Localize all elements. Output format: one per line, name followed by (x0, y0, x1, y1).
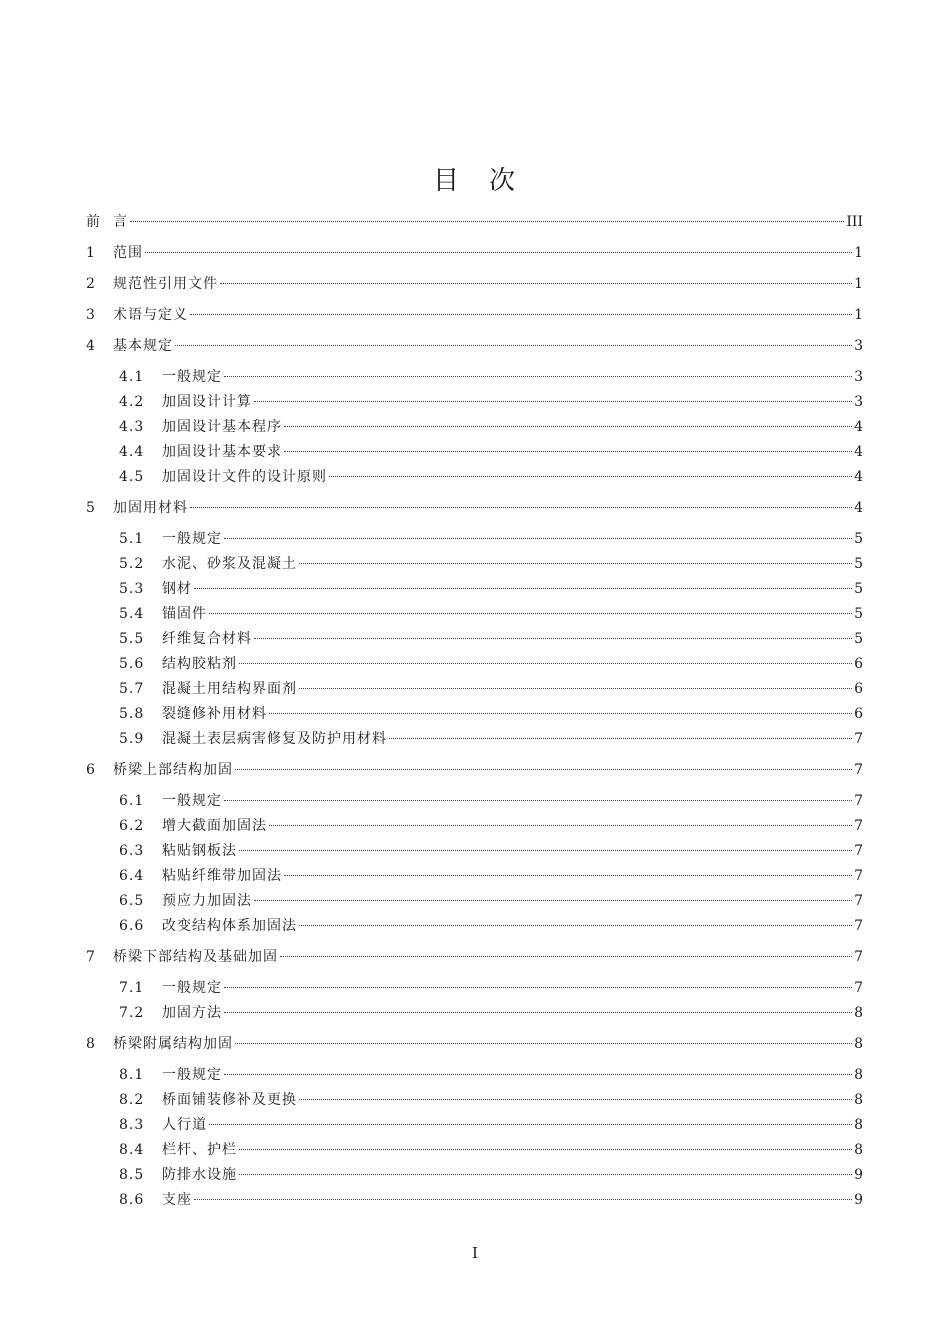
toc-entry-page: 4 (854, 500, 863, 516)
toc-entry-label: 栏杆、护栏 (162, 1142, 237, 1158)
dot-leader (389, 737, 852, 739)
toc-entry-page: 5 (854, 531, 863, 547)
toc-entry[interactable] (119, 890, 863, 912)
toc-entry-label: 一般规定 (162, 369, 222, 385)
dot-leader (329, 475, 852, 477)
dot-leader (175, 344, 852, 346)
toc-entry[interactable] (119, 1002, 863, 1024)
dot-leader (284, 425, 852, 427)
toc-entry-page: 3 (854, 369, 863, 385)
toc-entry-page: 8 (854, 1142, 863, 1158)
toc-entry[interactable] (119, 840, 863, 862)
toc-entry-number: 8.3 (119, 1117, 145, 1133)
toc-entry[interactable] (119, 441, 863, 463)
toc-entry-page: 5 (854, 581, 863, 597)
toc-entry-label: 粘贴纤维带加固法 (162, 868, 282, 884)
toc-entry[interactable] (119, 653, 863, 675)
dot-leader (194, 587, 852, 589)
toc-entry-number: 4.3 (119, 419, 145, 435)
toc-entry-number: 5 (86, 500, 96, 516)
dot-leader (224, 1011, 852, 1013)
toc-entry-label: 一般规定 (162, 793, 222, 809)
toc-entry[interactable] (86, 242, 863, 264)
toc-entry-page: 8 (854, 1036, 863, 1052)
toc-entry[interactable] (119, 466, 863, 488)
toc-entry[interactable] (119, 1189, 863, 1211)
dot-leader (269, 824, 852, 826)
toc-entry-label: 规范性引用文件 (113, 276, 218, 292)
toc-entry-page: 7 (854, 818, 863, 834)
toc-entry-number: 2 (86, 276, 96, 292)
toc-entry[interactable] (119, 728, 863, 750)
toc-entry-number: 5.8 (119, 706, 145, 722)
toc-entry-page: 8 (854, 1005, 863, 1021)
toc-entry-number: 5.6 (119, 656, 145, 672)
toc-entry-label: 加固用材料 (113, 500, 188, 516)
dot-leader (284, 874, 852, 876)
dot-leader (254, 899, 852, 901)
toc-entry-number: 5.2 (119, 556, 145, 572)
toc-entry[interactable] (119, 1139, 863, 1161)
dot-leader (299, 924, 852, 926)
dot-leader (299, 1098, 852, 1100)
toc-entry[interactable] (119, 1064, 863, 1086)
toc-entry-label: 基本规定 (113, 338, 173, 354)
toc-entry-number: 6.4 (119, 868, 145, 884)
page-number: I (472, 1244, 478, 1262)
dot-leader (239, 1148, 852, 1150)
toc-entry-page: 7 (854, 949, 863, 965)
dot-leader (284, 450, 852, 452)
toc-entry-label: 言 (113, 214, 128, 230)
toc-entry-page: III (846, 214, 863, 230)
toc-entry[interactable] (86, 273, 863, 295)
toc-entry[interactable] (119, 528, 863, 550)
toc-entry-page: 4 (854, 469, 863, 485)
toc-entry-number: 5.1 (119, 531, 145, 547)
dot-leader (190, 506, 852, 508)
toc-entry-number: 8.4 (119, 1142, 145, 1158)
toc-entry[interactable] (119, 915, 863, 937)
toc-entry-label: 人行道 (162, 1117, 207, 1133)
toc-entry[interactable] (86, 211, 863, 233)
toc-entry-number: 5.7 (119, 681, 145, 697)
toc-entry-label: 预应力加固法 (162, 893, 252, 909)
toc-entry-page: 1 (854, 276, 863, 292)
toc-entry-page: 4 (854, 419, 863, 435)
toc-entry[interactable] (119, 416, 863, 438)
toc-entry-label: 钢材 (162, 581, 192, 597)
toc-entry[interactable] (119, 628, 863, 650)
toc-entry-page: 9 (854, 1192, 863, 1208)
toc-title: 目 次 (432, 166, 517, 196)
toc-entry-number: 6.6 (119, 918, 145, 934)
dot-leader (299, 687, 852, 689)
toc-entry-label: 裂缝修补用材料 (162, 706, 267, 722)
toc-entry[interactable] (119, 1164, 863, 1186)
toc-entry-page: 5 (854, 631, 863, 647)
toc-entry-page: 4 (854, 444, 863, 460)
toc-entry-label: 加固设计基本要求 (162, 444, 282, 460)
toc-entry-page: 7 (854, 980, 863, 996)
toc-entry-page: 3 (854, 338, 863, 354)
toc-entry-label: 锚固件 (162, 606, 207, 622)
toc-entry-label: 加固设计计算 (162, 394, 252, 410)
toc-entry[interactable] (119, 678, 863, 700)
dot-leader (145, 251, 852, 253)
toc-entry-page: 1 (854, 245, 863, 261)
dot-leader (224, 1073, 852, 1075)
toc-entry-label: 桥梁附属结构加固 (113, 1036, 233, 1052)
toc-entry[interactable] (86, 946, 863, 968)
toc-entry[interactable] (119, 977, 863, 999)
toc-entry-page: 7 (854, 843, 863, 859)
dot-leader (235, 1042, 852, 1044)
toc-entry-label: 一般规定 (162, 980, 222, 996)
toc-entry[interactable] (86, 1033, 863, 1055)
toc-entry[interactable] (119, 366, 863, 388)
dot-leader (239, 849, 852, 851)
toc-entry-label: 加固设计文件的设计原则 (162, 469, 327, 485)
toc-entry[interactable] (119, 1089, 863, 1111)
toc-entry-page: 5 (854, 606, 863, 622)
toc-entry-label: 一般规定 (162, 531, 222, 547)
toc-entry-number: 5.5 (119, 631, 145, 647)
dot-leader (130, 220, 844, 222)
toc-entry-page: 8 (854, 1117, 863, 1133)
toc-entry-label: 加固方法 (162, 1005, 222, 1021)
dot-leader (194, 1198, 852, 1200)
toc-entry[interactable] (119, 790, 863, 812)
toc-entry-label: 桥梁下部结构及基础加固 (113, 949, 278, 965)
toc-entry-number: 6 (86, 762, 96, 778)
toc-entry-page: 6 (854, 681, 863, 697)
toc-entry[interactable] (86, 497, 863, 519)
toc-entry-label: 加固设计基本程序 (162, 419, 282, 435)
toc-entry-number: 4.2 (119, 394, 145, 410)
toc-entry[interactable] (119, 1114, 863, 1136)
toc-entry-number: 7.1 (119, 980, 145, 996)
toc-entry-label: 范围 (113, 245, 143, 261)
toc-entry-label: 粘贴钢板法 (162, 843, 237, 859)
dot-leader (220, 282, 852, 284)
toc-entry[interactable] (119, 578, 863, 600)
toc-entry-label: 混凝土表层病害修复及防护用材料 (162, 731, 387, 747)
dot-leader (254, 400, 852, 402)
toc-entry-page: 7 (854, 731, 863, 747)
toc-entry-label: 纤维复合材料 (162, 631, 252, 647)
dot-leader (269, 712, 852, 714)
dot-leader (239, 1173, 852, 1175)
dot-leader (209, 612, 852, 614)
toc-entry[interactable] (119, 815, 863, 837)
toc-entry-number: 4 (86, 338, 96, 354)
dot-leader (224, 537, 852, 539)
dot-leader (224, 986, 852, 988)
toc-entry-page: 7 (854, 762, 863, 778)
toc-entry-number: 5.3 (119, 581, 145, 597)
dot-leader (299, 562, 852, 564)
toc-entry-number: 8.5 (119, 1167, 145, 1183)
dot-leader (239, 662, 852, 664)
toc-entry-page: 1 (854, 307, 863, 323)
toc-entry-page: 7 (854, 868, 863, 884)
toc-entry[interactable] (86, 304, 863, 326)
toc-entry[interactable] (119, 603, 863, 625)
dot-leader (254, 637, 852, 639)
toc-entry-number: 8 (86, 1036, 96, 1052)
toc-entry-number: 5.4 (119, 606, 145, 622)
toc-entry-number: 前 (86, 214, 101, 230)
toc-entry-page: 6 (854, 656, 863, 672)
toc-entry-number: 4.5 (119, 469, 145, 485)
toc-entry-page: 9 (854, 1167, 863, 1183)
toc-entry-label: 增大截面加固法 (162, 818, 267, 834)
toc-entry-number: 7.2 (119, 1005, 145, 1021)
toc-entry-page: 8 (854, 1067, 863, 1083)
toc-entry-label: 支座 (162, 1192, 192, 1208)
toc-entry-number: 6.3 (119, 843, 145, 859)
toc-entry[interactable] (86, 335, 863, 357)
dot-leader (224, 799, 852, 801)
toc-entry-page: 7 (854, 918, 863, 934)
toc-entry-number: 7 (86, 949, 96, 965)
toc-entry-page: 7 (854, 893, 863, 909)
toc-entry[interactable] (86, 759, 863, 781)
toc-entry-label: 混凝土用结构界面剂 (162, 681, 297, 697)
toc-entry-label: 一般规定 (162, 1067, 222, 1083)
toc-entry-label: 术语与定义 (113, 307, 188, 323)
toc-entry-page: 8 (854, 1092, 863, 1108)
toc-entry-page: 3 (854, 394, 863, 410)
toc-entry-number: 5.9 (119, 731, 145, 747)
toc-entry[interactable] (119, 865, 863, 887)
toc-entry-label: 改变结构体系加固法 (162, 918, 297, 934)
toc-entry-number: 8.2 (119, 1092, 145, 1108)
toc-entry-number: 8.1 (119, 1067, 145, 1083)
dot-leader (190, 313, 852, 315)
toc-entry-number: 6.1 (119, 793, 145, 809)
toc-entry[interactable] (119, 553, 863, 575)
toc-entry-page: 6 (854, 706, 863, 722)
toc-entry-number: 4.4 (119, 444, 145, 460)
dot-leader (224, 375, 852, 377)
toc-entry-number: 1 (86, 245, 96, 261)
toc-entry-number: 6.5 (119, 893, 145, 909)
toc-entry-page: 7 (854, 793, 863, 809)
toc-entry-label: 桥梁上部结构加固 (113, 762, 233, 778)
toc-entry-number: 4.1 (119, 369, 145, 385)
toc-entry-number: 8.6 (119, 1192, 145, 1208)
toc-entry-label: 防排水设施 (162, 1167, 237, 1183)
toc-entry-number: 3 (86, 307, 96, 323)
toc-entry[interactable] (119, 391, 863, 413)
dot-leader (235, 768, 852, 770)
dot-leader (209, 1123, 852, 1125)
toc-entry-number: 6.2 (119, 818, 145, 834)
toc-entry-label: 结构胶粘剂 (162, 656, 237, 672)
toc-entry-label: 水泥、砂浆及混凝土 (162, 556, 297, 572)
dot-leader (280, 955, 852, 957)
toc-entry-label: 桥面铺装修补及更换 (162, 1092, 297, 1108)
toc-entry[interactable] (119, 703, 863, 725)
toc-entry-page: 5 (854, 556, 863, 572)
